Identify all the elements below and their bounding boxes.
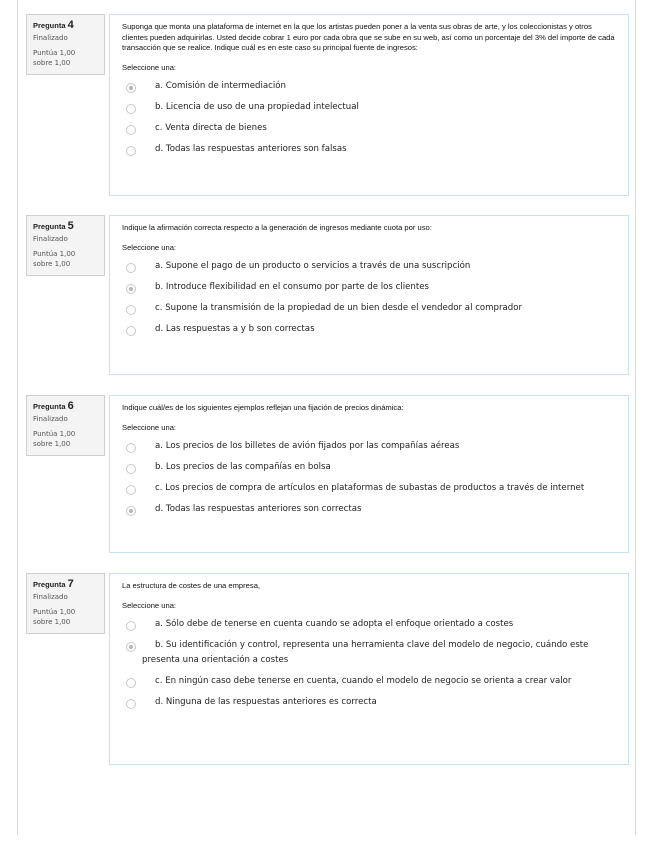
question-grade: Puntúa 1,00 [33,430,76,438]
question-number: Pregunta 5 [33,220,74,232]
answer-option-b[interactable]: b. Su identificación y control, representa una herramienta clave del modelo de negocio, cuándo este presenta una orientación a costes [122,635,616,671]
question-info [26,395,105,456]
question-grade-max: sobre 1,00 [33,618,71,626]
answer-option-d[interactable]: d. Las respuestas a y b son correctas [122,319,616,340]
question-info [26,14,105,75]
question-grade-max: sobre 1,00 [33,59,71,67]
question-text: La estructura de costes de una empresa, [122,581,261,590]
answer-prompt: Seleccione una: [122,62,177,72]
answer-option-c[interactable]: c. Venta directa de bienes [122,118,616,139]
question-content [109,215,629,375]
radio-icon[interactable] [126,485,136,495]
question-state: Finalizado [33,235,68,243]
answer-option-b[interactable]: b. Introduce flexibilidad en el consumo por parte de los clientes [122,277,616,298]
radio-icon[interactable] [126,146,136,156]
answer-option-c[interactable]: c. Supone la transmisión de la propiedad de un bien desde el vendedor al comprador [122,298,616,319]
answer-prompt: Seleccione una: [122,242,177,252]
answer-option-a[interactable]: a. Sólo debe de tenerse en cuenta cuando se adopta el enfoque orientado a costes [122,614,616,635]
question-number: Pregunta 6 [33,400,74,412]
page-frame-left [17,0,18,835]
radio-icon[interactable] [126,326,136,336]
answer-prompt: Seleccione una: [122,422,177,432]
radio-icon[interactable] [126,699,136,709]
radio-icon[interactable] [126,263,136,273]
answer-prompt: Seleccione una: [122,600,177,610]
answer-option-b[interactable]: b. Los precios de las compañías en bolsa [122,457,616,478]
question-grade: Puntúa 1,00 [33,49,76,57]
question-grade-max: sobre 1,00 [33,440,71,448]
question-grade-max: sobre 1,00 [33,260,71,268]
radio-selected-icon[interactable] [126,506,136,516]
question-content [109,573,629,765]
question-number: Pregunta 7 [33,578,74,590]
question-content [109,395,629,553]
answer-option-d[interactable]: d. Todas las respuestas anteriores son falsas [122,139,616,160]
question-info [26,215,105,276]
question-info [26,573,105,634]
answer-option-a[interactable]: a. Supone el pago de un producto o servicios a través de una suscripción [122,256,616,277]
question-number: Pregunta 4 [33,19,74,31]
question-text: Suponga que monta una plataforma de internet en la que los artistas pueden poner a la venta sus obras de arte, y los coleccionistas y otros clientes pueden adquirirlas. Usted decide cobrar 1 euro por cada obra que se sube en su web, así como un porcentaje del 3% del importe de cada transacción que se realice. Indique cuál es en este caso su principal fuente de ingresos: [122,22,615,52]
question-state: Finalizado [33,593,68,601]
answer-option-a[interactable]: a. Comisión de intermediación [122,76,616,97]
question-state: Finalizado [33,415,68,423]
radio-icon[interactable] [126,125,136,135]
radio-icon[interactable] [126,305,136,315]
radio-icon[interactable] [126,443,136,453]
question-grade: Puntúa 1,00 [33,250,76,258]
question-text: Indique cuál/es de los siguientes ejemplos reflejan una fijación de precios dinámica: [122,403,404,412]
question-text: Indique la afirmación correcta respecto a la generación de ingresos mediante cuota por uso: [122,223,432,232]
radio-selected-icon[interactable] [126,284,136,294]
answer-option-b[interactable]: b. Licencia de uso de una propiedad intelectual [122,97,616,118]
radio-icon[interactable] [126,104,136,114]
answer-option-c[interactable]: c. Los precios de compra de artículos en plataformas de subastas de productos a través de internet [122,478,616,499]
answer-option-d[interactable]: d. Todas las respuestas anteriores son correctas [122,499,616,520]
radio-icon[interactable] [126,678,136,688]
question-content [109,14,629,196]
answer-option-d[interactable]: d. Ninguna de las respuestas anteriores es correcta [122,692,616,713]
page-frame-right [635,0,636,835]
radio-selected-icon[interactable] [126,83,136,93]
radio-icon[interactable] [126,464,136,474]
radio-icon[interactable] [126,621,136,631]
answer-option-c[interactable]: c. En ningún caso debe tenerse en cuenta, cuando el modelo de negocio se orienta a crear valor [122,671,616,692]
question-grade: Puntúa 1,00 [33,608,76,616]
radio-selected-icon[interactable] [126,642,136,652]
answer-option-a[interactable]: a. Los precios de los billetes de avión fijados por las compañías aéreas [122,436,616,457]
question-state: Finalizado [33,34,68,42]
